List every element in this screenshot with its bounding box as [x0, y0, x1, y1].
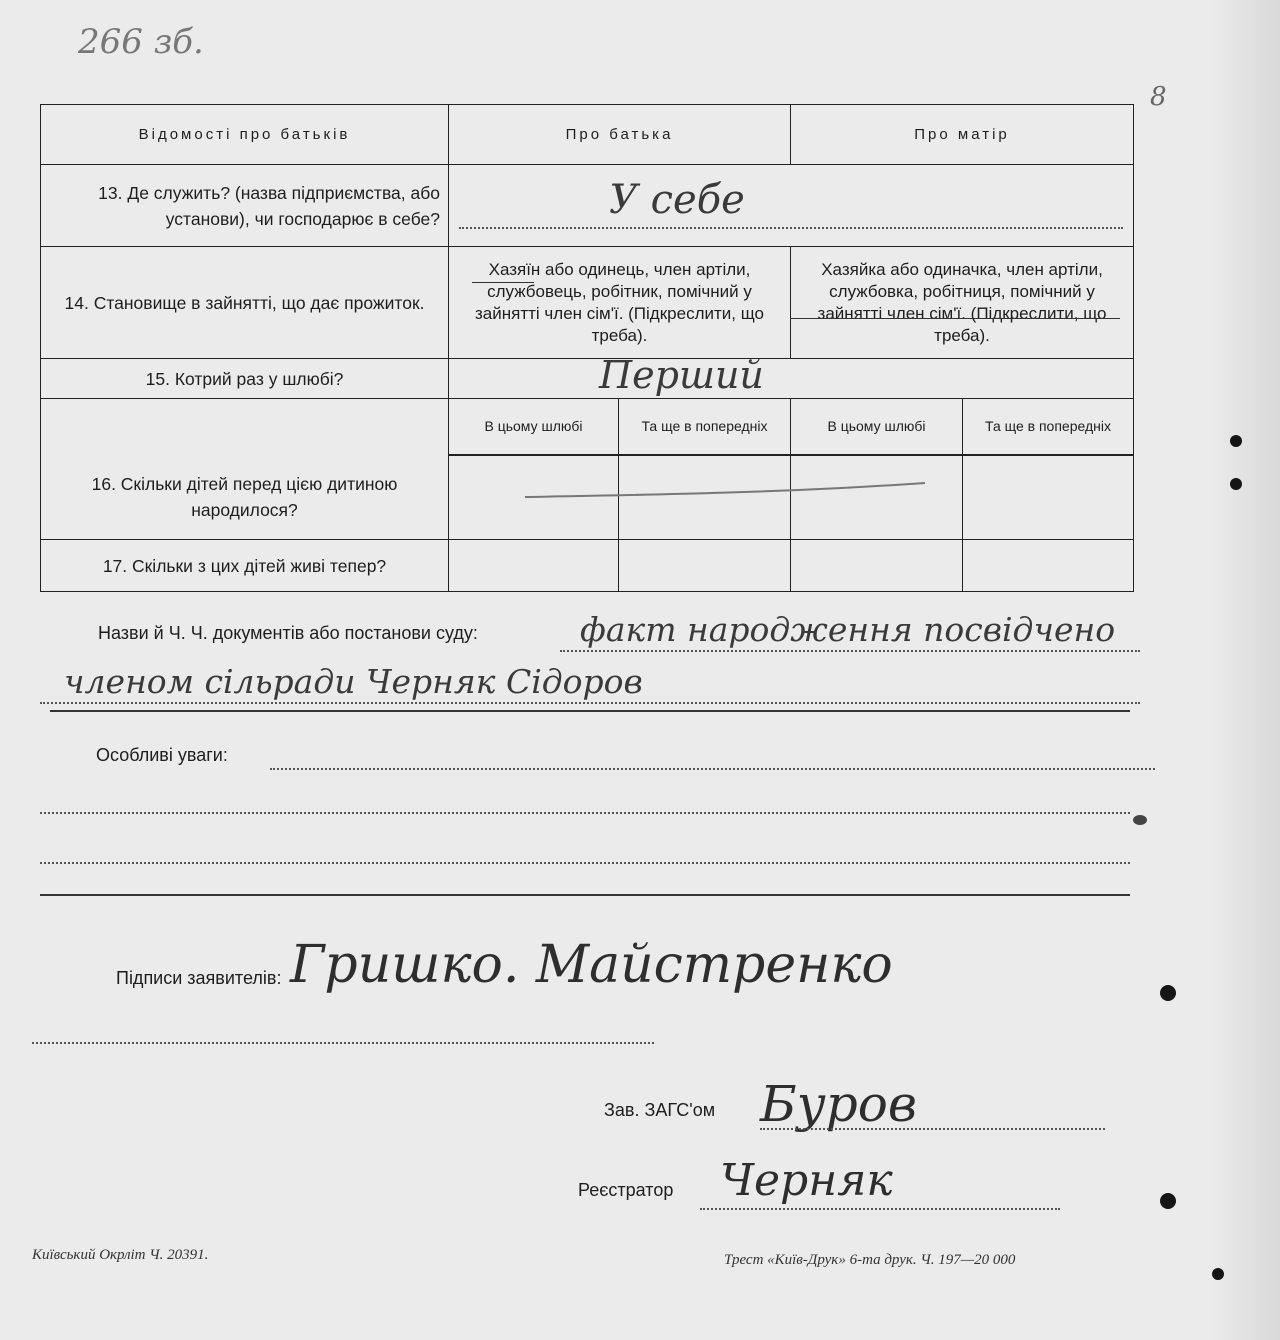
- binder-hole: [1160, 985, 1176, 1001]
- subheader-father-this-marriage: В цьому шлюбі: [449, 399, 619, 455]
- applicants-label: Підписи заявителів:: [116, 968, 282, 988]
- registrar-label: Реєстратор: [578, 1180, 674, 1200]
- binder-hole: [1230, 478, 1242, 490]
- q13-answer-cell: [449, 165, 1134, 247]
- q17-mother-this-marriage-cell: [791, 540, 963, 592]
- documents-underline: [50, 710, 1130, 712]
- header-about-mother: Про матір: [791, 105, 1134, 165]
- documents-label: Назви й Ч. Ч. документів або постанови суду:: [98, 623, 478, 643]
- binder-hole: [1160, 1193, 1176, 1209]
- registrar-signature-line: [700, 1208, 1060, 1210]
- zags-head-signature: Буров: [760, 1075, 917, 1133]
- header-about-father: Про батька: [449, 105, 791, 165]
- q16-strikethrough: [520, 475, 940, 515]
- footer-left: Київський Окрліт Ч. 20391.: [32, 1247, 209, 1263]
- footer-right: Трест «Київ-Друк» 6-та друк. Ч. 197—20 000: [724, 1252, 1016, 1268]
- q13-label: 13. Де служить? (назва підприємства, або установи), чи господарює в себе?: [41, 165, 449, 247]
- father-option-underline: [472, 282, 534, 283]
- notes-underline: [40, 894, 1130, 896]
- notes-label: Особливі уваги:: [96, 745, 228, 765]
- zags-head-signature-line: [760, 1128, 1105, 1130]
- applicants-signature-line: [32, 1042, 654, 1044]
- parents-info-table: [40, 104, 1134, 592]
- q14-label: 14. Становище в зайнятті, що дає прожиток.: [41, 247, 449, 359]
- applicants-signature: Гришко. Майстренко: [290, 935, 893, 995]
- page-edge-shadow: [1210, 0, 1280, 1340]
- mother-option-underline: [790, 318, 1120, 319]
- subheader-mother-this-marriage: В цьому шлюбі: [791, 399, 963, 455]
- q17-mother-previous-cell: [963, 540, 1134, 592]
- documents-value-line2: членом сільради Черняк Сідоров: [64, 662, 643, 701]
- q16-mother-previous-cell: [963, 455, 1134, 540]
- header-parents-info: Відомості про батьків: [41, 105, 449, 165]
- subheader-father-previous: Та ще в попередніх: [619, 399, 791, 455]
- documents-line1: [560, 650, 1140, 652]
- q15-answer: Перший: [599, 353, 764, 397]
- subheader-mother-previous: Та ще в попередніх: [963, 399, 1134, 455]
- binder-hole: [1133, 815, 1147, 825]
- q16-label: 16. Скільки дітей перед цією дитиною народилося?: [41, 399, 449, 540]
- q17-father-this-marriage-cell: [449, 540, 619, 592]
- binder-hole: [1212, 1268, 1224, 1280]
- q13-answer-line: [459, 227, 1123, 229]
- registrar-signature: Черняк: [720, 1155, 893, 1206]
- binder-hole: [1230, 435, 1242, 447]
- notes-line1: [270, 768, 1155, 770]
- documents-line2: [40, 702, 1140, 704]
- q13-answer: У себе: [609, 177, 745, 223]
- zags-head-label: Зав. ЗАГС'ом: [604, 1100, 716, 1120]
- q17-father-previous-cell: [619, 540, 791, 592]
- documents-value-line1: факт народження посвідчено: [580, 610, 1116, 649]
- notes-line2: [40, 812, 1130, 814]
- q17-label: 17. Скільки з цих дітей живі тепер?: [41, 540, 449, 592]
- q14-mother-options: Хазяйка або одиначка, член артіли, службовка, робітниця, помічний у зайнятті член сім'ї. (Підкреслити, що треба).: [791, 247, 1134, 359]
- corner-mark: 8: [1150, 82, 1167, 112]
- archive-note: 266 зб.: [78, 22, 204, 62]
- q15-answer-cell: [449, 353, 1134, 399]
- notes-line3: [40, 862, 1130, 864]
- q14-father-options: Хазяїн або одинець, член артіли, службовець, робітник, помічний у зайнятті член сім'ї. (Підкреслити, що треба).: [449, 247, 791, 359]
- q15-label: 15. Котрий раз у шлюбі?: [41, 359, 449, 399]
